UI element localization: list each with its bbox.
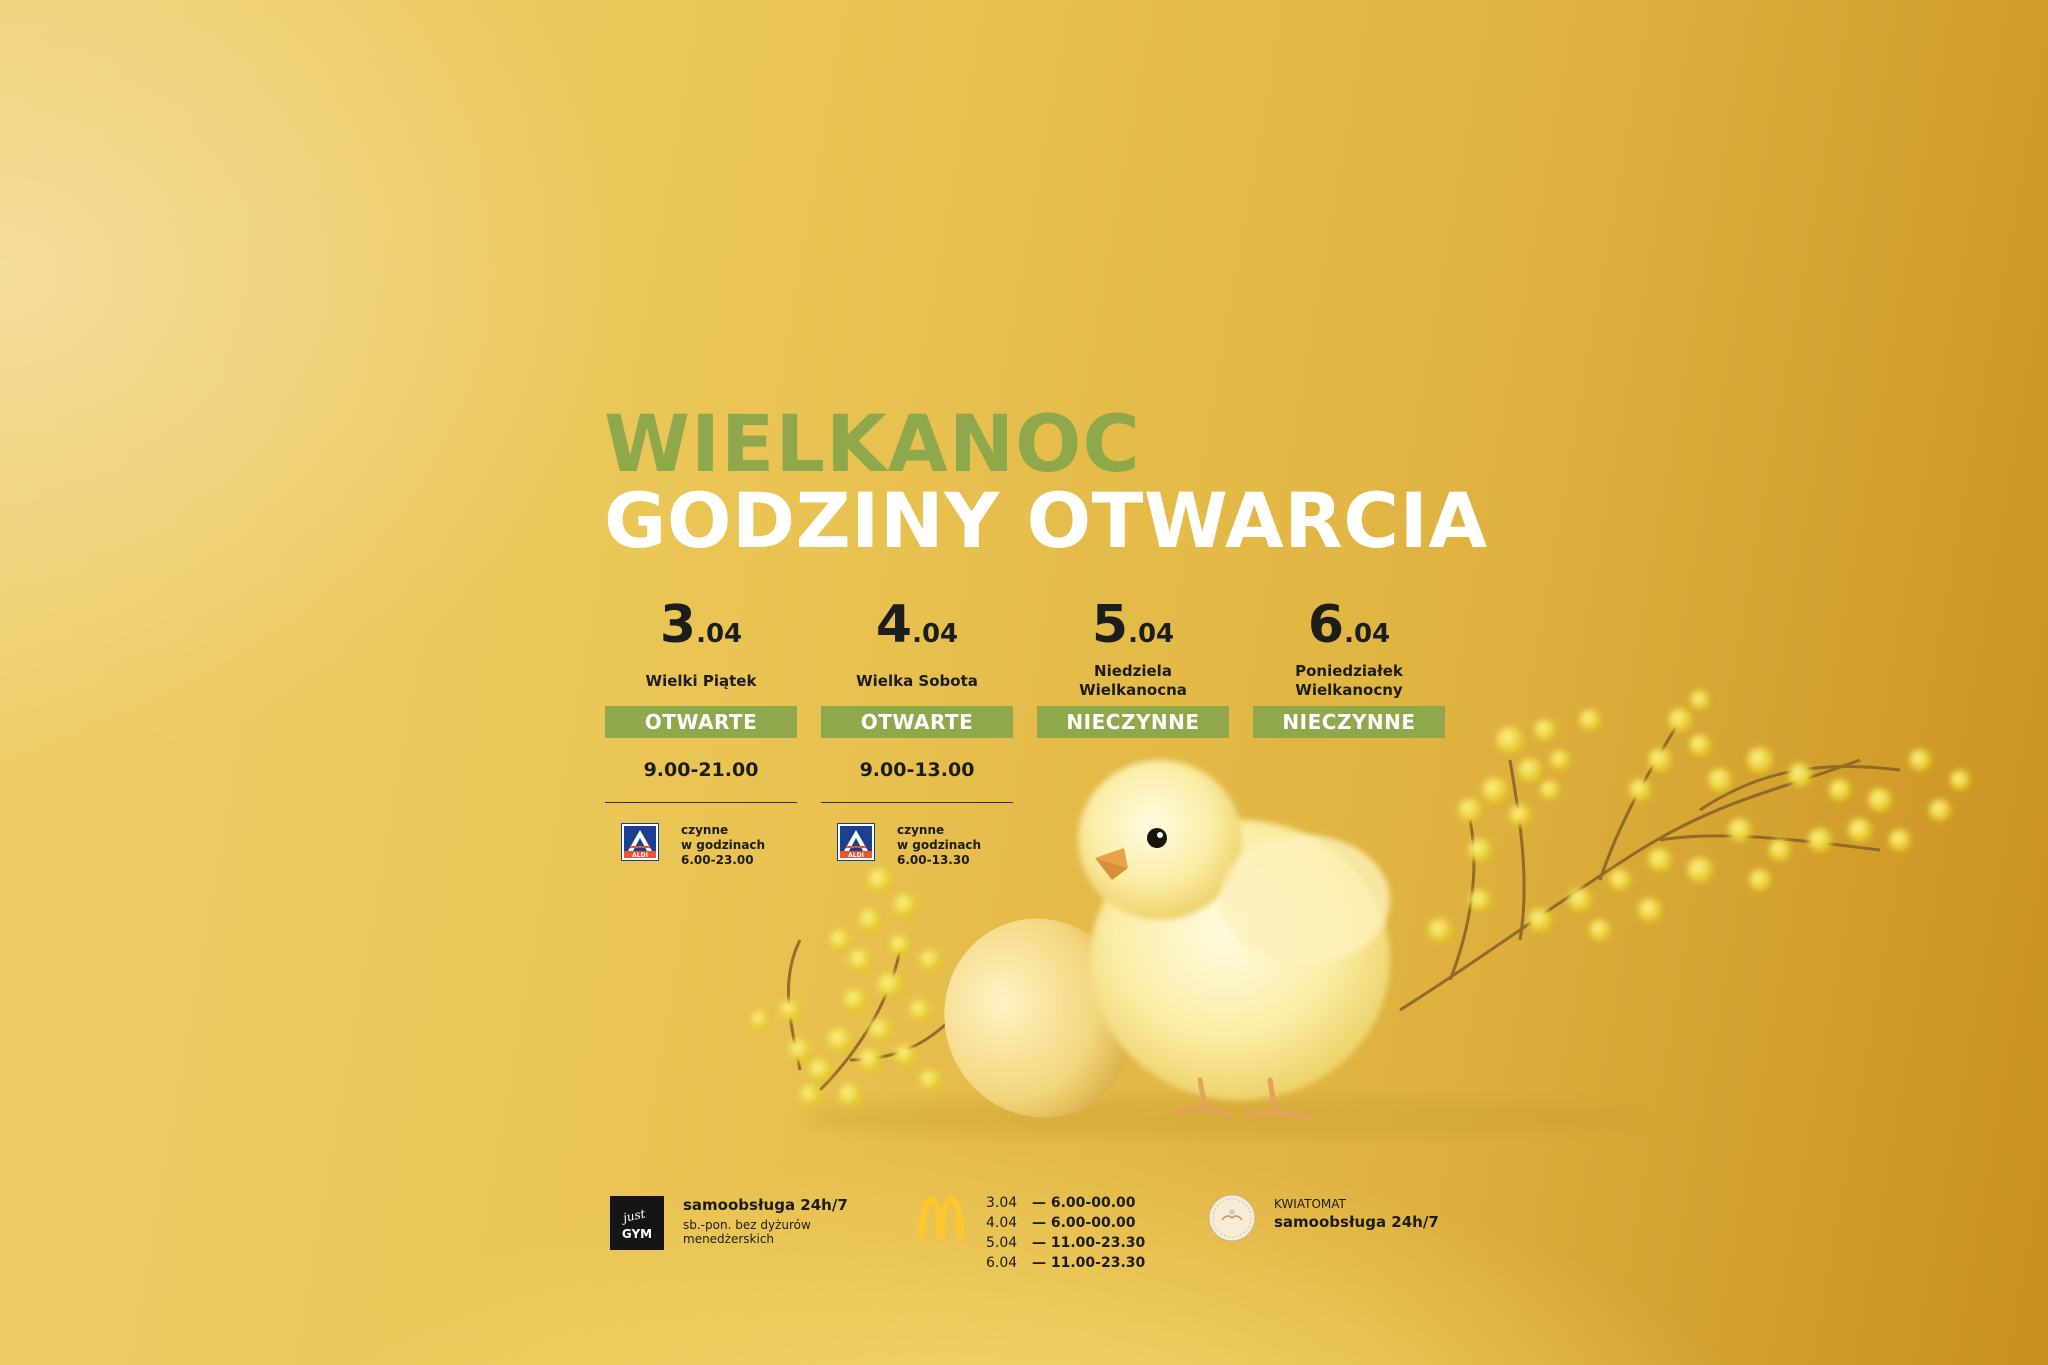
day-date bbox=[1037, 595, 1229, 655]
divider bbox=[605, 802, 797, 803]
status-badge: OTWARTE bbox=[821, 706, 1013, 738]
kwiatomat-label: KWIATOMAT bbox=[1274, 1197, 1346, 1211]
opening-hours: 9.00-13.00 bbox=[859, 759, 975, 781]
opening-hours: 9.00-21.00 bbox=[643, 759, 759, 781]
day-column-3-04 bbox=[605, 595, 797, 868]
aldi-logo-icon bbox=[837, 823, 875, 861]
heading-opening-hours: GODZINY OTWARCIA bbox=[604, 476, 1488, 565]
svg-text:GYM: GYM bbox=[621, 1227, 653, 1241]
mcdonalds-hours bbox=[986, 1193, 1145, 1273]
mcdonalds-time: — 6.00-00.00 bbox=[1032, 1195, 1136, 1211]
svg-text:ALDI: ALDI bbox=[848, 852, 864, 859]
mcdonalds-hours-row bbox=[986, 1233, 1145, 1253]
heading-wielkanoc: WIELKANOC bbox=[604, 400, 1141, 490]
day-number: 6 bbox=[1307, 595, 1345, 655]
mcdonalds-date: 6.04 bbox=[986, 1255, 1018, 1271]
day-name: Niedziela Wielkanocna bbox=[1079, 662, 1187, 699]
mcdonalds-date: 5.04 bbox=[986, 1235, 1018, 1251]
mcdonalds-date: 4.04 bbox=[986, 1215, 1018, 1231]
gym-subtitle: sb.-pon. bez dyżurów menedżerskich bbox=[683, 1218, 811, 1246]
status-badge: NIECZYNNE bbox=[1253, 706, 1445, 738]
aldi-hours bbox=[821, 823, 1013, 868]
mcdonalds-time: — 11.00-23.30 bbox=[1032, 1235, 1146, 1251]
mcdonalds-hours-row bbox=[986, 1213, 1145, 1233]
divider bbox=[821, 802, 1013, 803]
day-column-6-04 bbox=[1253, 595, 1445, 738]
day-month: .04 bbox=[696, 619, 743, 649]
aldi-logo-icon bbox=[621, 823, 659, 861]
status-badge: NIECZYNNE bbox=[1037, 706, 1229, 738]
day-date bbox=[1253, 595, 1445, 655]
status-badge: OTWARTE bbox=[605, 706, 797, 738]
aldi-hours bbox=[605, 823, 797, 868]
day-month: .04 bbox=[1128, 619, 1175, 649]
svg-text:just: just bbox=[621, 1206, 647, 1225]
aldi-hours-text: czynne w godzinach 6.00-23.00 bbox=[681, 823, 766, 867]
day-name: Wielka Sobota bbox=[856, 671, 978, 690]
day-column-4-04 bbox=[821, 595, 1013, 868]
kwiatomat-logo-icon bbox=[1208, 1194, 1256, 1242]
svg-text:ALDI: ALDI bbox=[632, 852, 648, 859]
day-date bbox=[821, 595, 1013, 655]
mcdonalds-date: 3.04 bbox=[986, 1195, 1018, 1211]
mcdonalds-time: — 11.00-23.30 bbox=[1032, 1255, 1146, 1271]
day-number: 4 bbox=[875, 595, 913, 655]
kwiatomat-title: samoobsługa 24h/7 bbox=[1274, 1213, 1439, 1231]
mcdonalds-time: — 6.00-00.00 bbox=[1032, 1215, 1136, 1231]
day-name: Wielki Piątek bbox=[645, 671, 757, 690]
day-month: .04 bbox=[912, 619, 959, 649]
day-column-5-04 bbox=[1037, 595, 1229, 738]
day-number: 3 bbox=[659, 595, 697, 655]
gym-title: samoobsługa 24h/7 bbox=[683, 1196, 848, 1214]
day-date bbox=[605, 595, 797, 655]
mcdonalds-arches-icon bbox=[914, 1194, 968, 1240]
day-month: .04 bbox=[1344, 619, 1391, 649]
day-name: Poniedziałek Wielkanocny bbox=[1295, 662, 1403, 699]
mcdonalds-hours-row bbox=[986, 1193, 1145, 1213]
just-gym-logo-icon bbox=[610, 1196, 664, 1250]
aldi-hours-text: czynne w godzinach 6.00-13.30 bbox=[897, 823, 982, 867]
mcdonalds-hours-row bbox=[986, 1253, 1145, 1273]
day-number: 5 bbox=[1091, 595, 1129, 655]
